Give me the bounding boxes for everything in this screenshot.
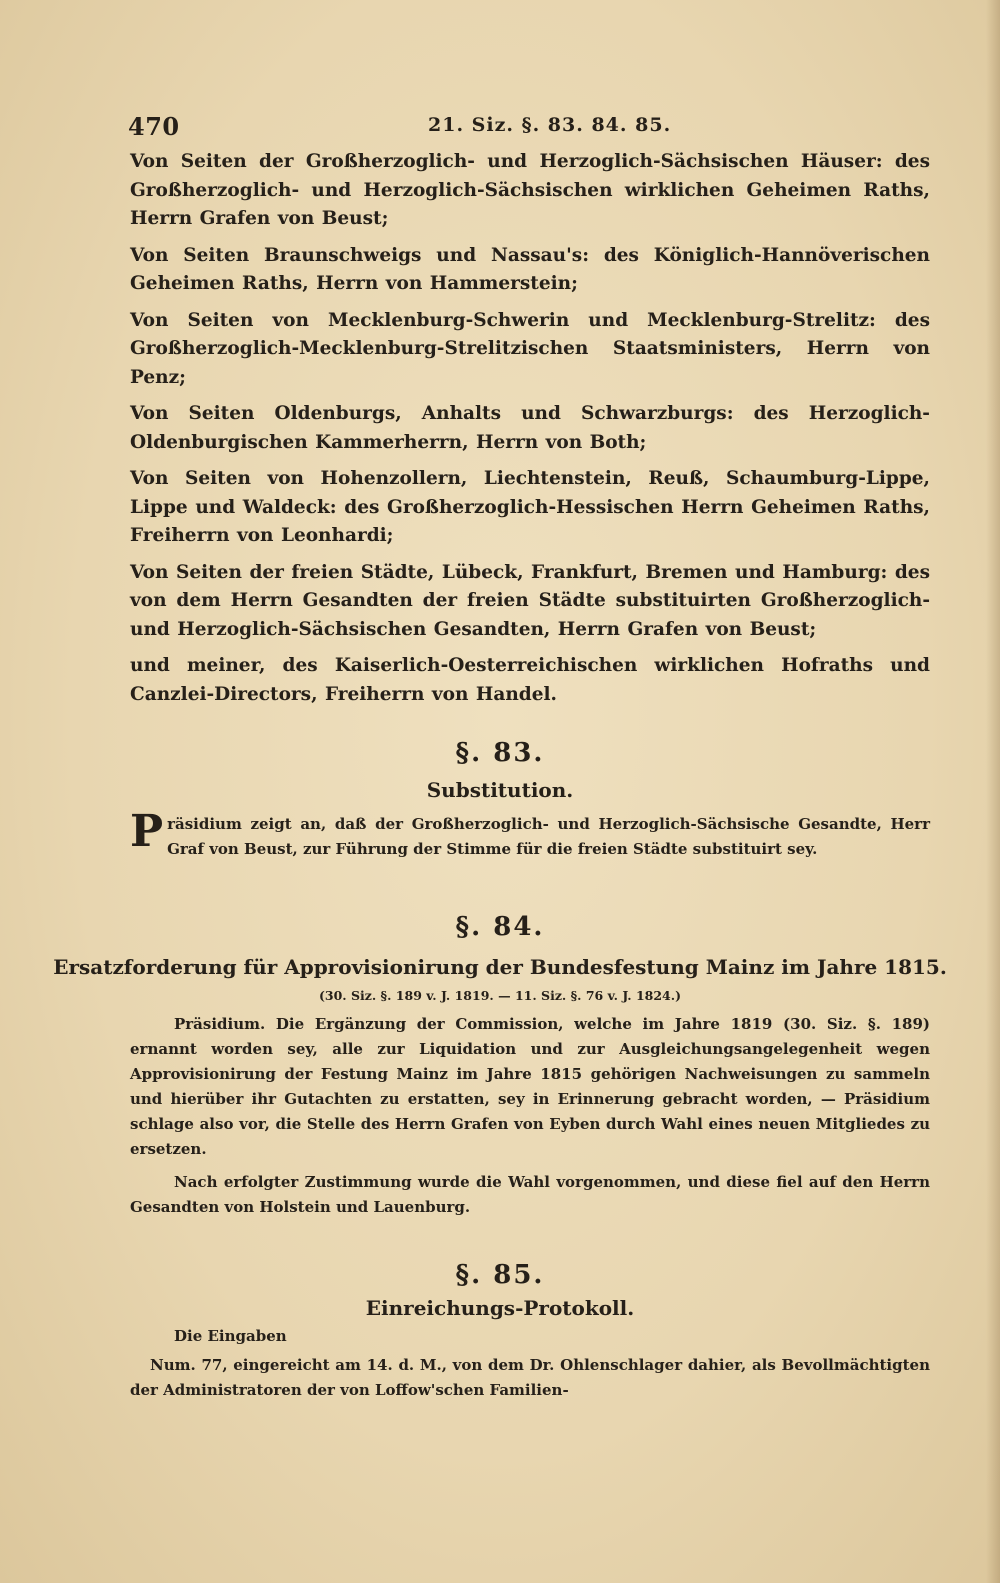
section-85-title: Einreichungs-Protokoll.: [365, 1296, 635, 1320]
paragraph-3: Von Seiten von Mecklenburg-Schwerin und Mecklenburg-Strelitz: des Großherzoglich-Mecklenburg-Strelitzischen Staatsministers, Herrn von Penz;: [130, 309, 930, 388]
section-83-text: [130, 806, 930, 862]
section-84-number: §. 84.: [455, 912, 545, 942]
section-83-text-body: räsidium zeigt an, daß der Großherzoglich- und Herzoglich-Sächsische Gesandte, Herr Graf von Beust, zur Führung der Stimme für die freien Städte substituirt sey.: [167, 815, 930, 858]
page-number: 470: [128, 112, 180, 141]
section-85-subhead: Die Eingaben: [174, 1327, 287, 1345]
section-83-title: Substitution.: [426, 778, 574, 802]
section-84-title: Ersatzforderung für Approvisionirung der Bundesfestung Mainz im Jahre 1815.: [53, 955, 947, 979]
paragraph-1: Von Seiten der Großherzoglich- und Herzoglich-Sächsischen Häuser: des Großherzoglich- und Herzoglich-Sächsischen wirklichen Geheimen Raths, Herrn Grafen von Beust;: [130, 151, 930, 229]
section-85-number: §. 85.: [455, 1260, 545, 1290]
section-83-number: §. 83.: [455, 738, 545, 768]
section-83-body: [130, 806, 930, 862]
paragraph-2: Von Seiten Braunschweigs und Nassau's: des Königlich-Hannöverischen Geheimen Raths, Herrn von Hammerstein;: [130, 244, 930, 294]
running-head: 21. Siz. §. 83. 84. 85.: [428, 114, 672, 136]
section-84-text-1: Präsidium. Die Ergänzung der Commission, welche im Jahre 1819 (30. Siz. §. 189) ernannt worden sey, alle zur Liquidation und zur Ausgleichungsangelegenheit wegen Approvisionirung der Festung Mainz im Jahre 1815 gehörigen Nachweisungen zu sammeln und hierüber ihr Gutachten zu erstatten, sey in Erinnerung gebracht worden, — Präsidium schlage also vor, die Stelle des Herrn Grafen von Eyben durch Wahl eines neuen Mitgliedes zu ersetzen.: [130, 1015, 930, 1158]
paragraph-7: und meiner, des Kaiserlich-Oesterreichischen wirklichen Hofraths und Canzlei-Directors, Freiherrn von Handel.: [130, 655, 930, 705]
page-header: [128, 112, 928, 142]
section-85-text: Num. 77, eingereicht am 14. d. M., von dem Dr. Ohlenschlager dahier, als Bevollmächtigten der Administratoren der von Loffow'schen Familien-: [130, 1356, 930, 1399]
delegates-list: [130, 148, 930, 709]
dropcap: P: [130, 806, 164, 857]
section-85-body: [130, 1324, 930, 1403]
paragraph-6: Von Seiten der freien Städte, Lübeck, Frankfurt, Bremen und Hamburg: des von dem Herrn Gesandten der freien Städte substituirten Großherzoglich- und Herzoglich-Sächsischen Gesandten, Herrn Grafen von Beust;: [130, 561, 930, 640]
section-84-body: [130, 1012, 930, 1220]
section-84-text-2: Nach erfolgter Zustimmung wurde die Wahl vorgenommen, und diese fiel auf den Herrn Gesandten von Holstein und Lauenburg.: [130, 1173, 930, 1216]
paragraph-5: Von Seiten von Hohenzollern, Liechtenstein, Reuß, Schaumburg-Lippe, Lippe und Waldeck: des Großherzoglich-Hessischen Herrn Geheimen Raths, Freiherrn von Leonhardi;: [130, 468, 930, 546]
paragraph-4: Von Seiten Oldenburgs, Anhalts und Schwarzburgs: des Herzoglich-Oldenburgischen Kammerherrn, Herrn von Both;: [130, 403, 930, 453]
section-84-reference: (30. Siz. §. 189 v. J. 1819. — 11. Siz. §. 76 v. J. 1824.): [318, 988, 682, 1003]
